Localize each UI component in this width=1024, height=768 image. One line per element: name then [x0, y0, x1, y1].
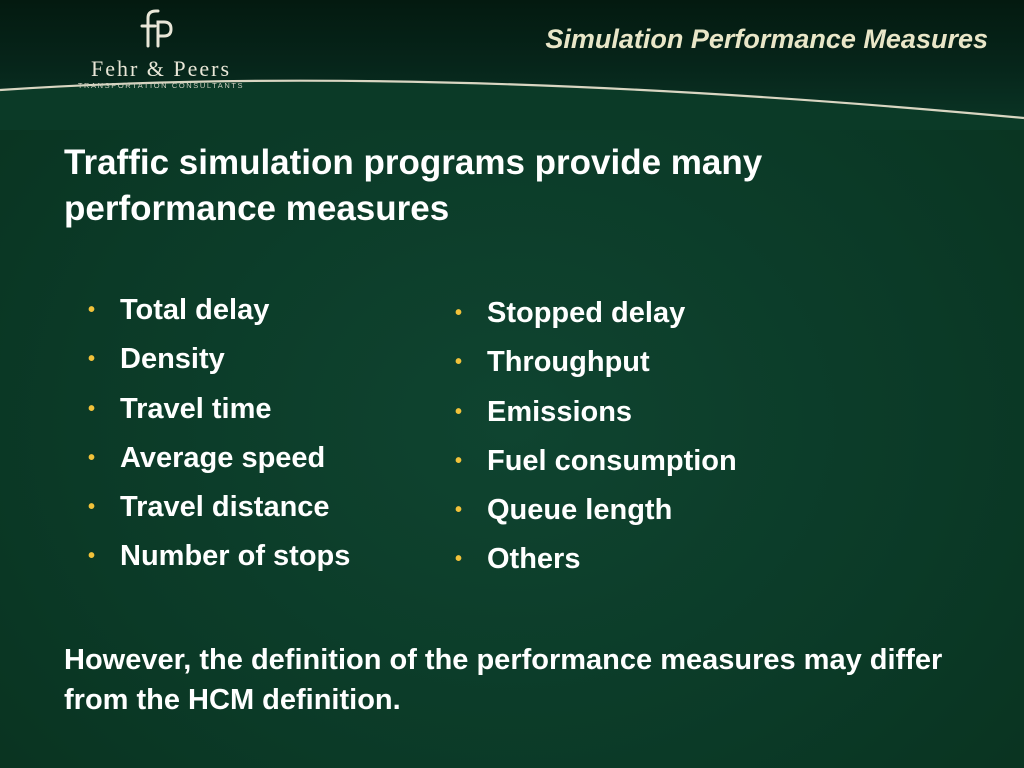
- list-item-label: Queue length: [487, 494, 673, 527]
- bullet-icon: •: [455, 351, 463, 374]
- list-item-label: Travel time: [120, 392, 272, 425]
- list-item-label: Throughput: [487, 346, 650, 379]
- footnote-text: However, the definition of the performance measures may differ from the HCM definition.: [64, 644, 943, 716]
- slide-title: Simulation Performance Measures: [545, 24, 988, 54]
- logo-tagline: TRANSPORTATION CONSULTANTS: [77, 81, 245, 90]
- fp-monogram-icon: [136, 8, 176, 48]
- bullet-icon: •: [455, 499, 463, 522]
- bullet-icon: •: [88, 299, 96, 321]
- list-item-label: Stopped delay: [487, 297, 686, 329]
- bullet-icon: •: [455, 449, 463, 472]
- list-item: [88, 385, 350, 434]
- bullet-list-right: [455, 289, 737, 585]
- bullet-icon: •: [455, 548, 463, 571]
- list-item: [455, 388, 737, 437]
- list-item: [88, 532, 350, 581]
- bullet-icon: •: [88, 446, 96, 469]
- logo-wordmark: Fehr & Peers: [90, 56, 232, 81]
- list-item-label: Total delay: [120, 294, 270, 326]
- list-item-label: Average speed: [120, 441, 326, 474]
- bullet-icon: •: [455, 302, 463, 324]
- list-item-label: Number of stops: [120, 540, 351, 573]
- list-item-label: Fuel consumption: [487, 444, 737, 477]
- list-item: [455, 338, 737, 387]
- list-item: [88, 335, 350, 384]
- list-item-label: Emissions: [487, 395, 633, 428]
- bullet-icon: •: [88, 496, 96, 519]
- bullet-icon: •: [88, 348, 96, 371]
- list-item: [455, 437, 737, 486]
- list-item-label: Travel distance: [120, 491, 330, 524]
- list-item: [455, 486, 737, 535]
- bullet-list-left: [88, 286, 350, 582]
- company-logo: [66, 6, 256, 90]
- list-item-label: Others: [487, 543, 581, 576]
- list-item: [88, 286, 350, 335]
- list-item: [455, 535, 737, 584]
- list-item: [455, 289, 737, 338]
- bullet-icon: •: [455, 400, 463, 423]
- slide-heading: Traffic simulation programs provide many performance measures: [64, 143, 763, 228]
- list-item: [88, 434, 350, 483]
- bullet-icon: •: [88, 397, 96, 420]
- list-item: [88, 483, 350, 532]
- bullet-icon: •: [88, 545, 96, 568]
- list-item-label: Density: [120, 343, 225, 376]
